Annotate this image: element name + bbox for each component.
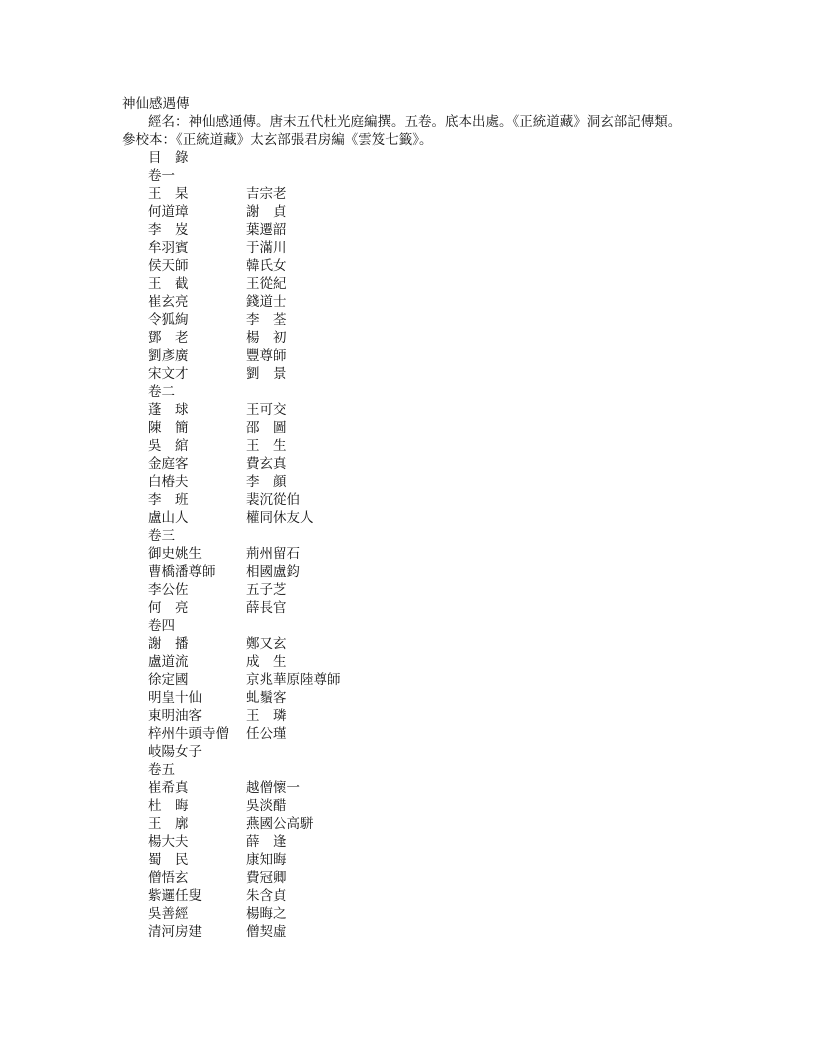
- toc-entry: 五子芝: [246, 582, 287, 598]
- toc-entry: 任公瑾: [246, 726, 287, 742]
- toc-entry: 劉彥廣: [148, 348, 189, 364]
- toc-entry: 蓬 球: [148, 402, 189, 418]
- toc-entry: 康知晦: [246, 852, 287, 868]
- meta-line-2: 參校本：《正統道藏》太玄部張君房編《雲笈七籤》。: [122, 132, 433, 148]
- toc-entry: 劉 景: [246, 366, 287, 382]
- toc-entry: 明皇十仙: [148, 690, 202, 706]
- volume-heading: 卷三: [148, 528, 175, 544]
- toc-entry: 曹橋潘尊師: [148, 564, 216, 580]
- toc-entry: 費玄真: [246, 456, 287, 472]
- toc-entry: 崔希真: [148, 780, 189, 796]
- toc-entry: 成 生: [246, 654, 287, 670]
- toc-entry: 王 截: [148, 276, 189, 292]
- toc-entry: 陳 簡: [148, 420, 189, 436]
- toc-entry: 李公佐: [148, 582, 189, 598]
- toc-entry: 徐定國: [148, 672, 189, 688]
- toc-entry: 紫邏任叟: [148, 888, 202, 904]
- toc-entry: 東明油客: [148, 708, 202, 724]
- toc-entry: 越僧懷一: [246, 780, 300, 796]
- toc-entry: 王 杲: [148, 186, 189, 202]
- toc-entry: 邵 圖: [246, 420, 287, 436]
- toc-entry: 吳淡醋: [246, 798, 287, 814]
- toc-entry: 何道璋: [148, 204, 189, 220]
- toc-entry: 楊大夫: [148, 834, 189, 850]
- toc-entry: 葉遷韶: [246, 222, 287, 238]
- toc-entry: 御史姚生: [148, 546, 202, 562]
- toc-entry: 燕國公高駢: [246, 816, 314, 832]
- toc-entry: 李 顔: [246, 474, 287, 490]
- toc-entry: 楊 初: [246, 330, 287, 346]
- toc-entry: 韓氏女: [246, 258, 287, 274]
- toc-entry: 牟羽賓: [148, 240, 189, 256]
- toc-entry: 權同休友人: [246, 510, 314, 526]
- toc-entry: 王可交: [246, 402, 287, 418]
- toc-entry: 謝 播: [148, 636, 189, 652]
- volume-heading: 卷一: [148, 168, 175, 184]
- volume-heading: 卷二: [148, 384, 175, 400]
- toc-entry: 李 岌: [148, 222, 189, 238]
- toc-entry: 京兆華原陸尊師: [246, 672, 341, 688]
- toc-entry: 盧山人: [148, 510, 189, 526]
- toc-entry: 梓州牛頭寺僧: [148, 726, 229, 742]
- toc-entry: 蜀 民: [148, 852, 189, 868]
- toc-entry: 于滿川: [246, 240, 287, 256]
- toc-entry: 費冠卿: [246, 870, 287, 886]
- toc-entry: 侯天師: [148, 258, 189, 274]
- toc-entry: 令狐絢: [148, 312, 189, 328]
- document-title: 神仙感遇傳: [122, 96, 190, 112]
- toc-entry: 鄧 老: [148, 330, 189, 346]
- toc-entry: 豐尊師: [246, 348, 287, 364]
- toc-entry: 崔玄亮: [148, 294, 189, 310]
- toc-entry: 謝 貞: [246, 204, 287, 220]
- toc-heading: 目 錄: [148, 150, 189, 166]
- toc-entry: 楊晦之: [246, 906, 287, 922]
- volume-heading: 卷五: [148, 762, 175, 778]
- toc-entry: 吳善經: [148, 906, 189, 922]
- toc-entry: 鄭又玄: [246, 636, 287, 652]
- toc-entry: 吉宗老: [246, 186, 287, 202]
- toc-entry: 杜 晦: [148, 798, 189, 814]
- toc-entry: 金庭客: [148, 456, 189, 472]
- toc-entry: 相國盧鈞: [246, 564, 300, 580]
- toc-entry: 白椿夫: [148, 474, 189, 490]
- toc-entry: 李 荃: [246, 312, 287, 328]
- toc-entry: 薛長官: [246, 600, 287, 616]
- toc-entry: 裴沉從伯: [246, 492, 300, 508]
- toc-entry: 王 生: [246, 438, 287, 454]
- toc-entry: 朱含貞: [246, 888, 287, 904]
- toc-entry: 王 廓: [148, 816, 189, 832]
- toc-entry: 盧道流: [148, 654, 189, 670]
- toc-entry: 吳 綰: [148, 438, 189, 454]
- toc-entry: 王 璘: [246, 708, 287, 724]
- volume-heading: 卷四: [148, 618, 175, 634]
- toc-entry: 僧契虛: [246, 924, 287, 940]
- toc-entry: 虬鬚客: [246, 690, 287, 706]
- toc-entry: 錢道士: [246, 294, 287, 310]
- toc-entry: 何 亮: [148, 600, 189, 616]
- toc-entry: 薛 逢: [246, 834, 287, 850]
- toc-entry: 王從紀: [246, 276, 287, 292]
- toc-entry: 僧悟玄: [148, 870, 189, 886]
- meta-line-1: 經名：神仙感通傳。唐末五代杜光庭編撰。五卷。底本出處。《正統道藏》洞玄部記傳類。: [148, 114, 682, 130]
- toc-entry: 荊州留石: [246, 546, 300, 562]
- toc-entry: 岐陽女子: [148, 744, 202, 760]
- toc-entry: 李 班: [148, 492, 189, 508]
- toc-entry: 宋文才: [148, 366, 189, 382]
- toc-entry: 清河房建: [148, 924, 202, 940]
